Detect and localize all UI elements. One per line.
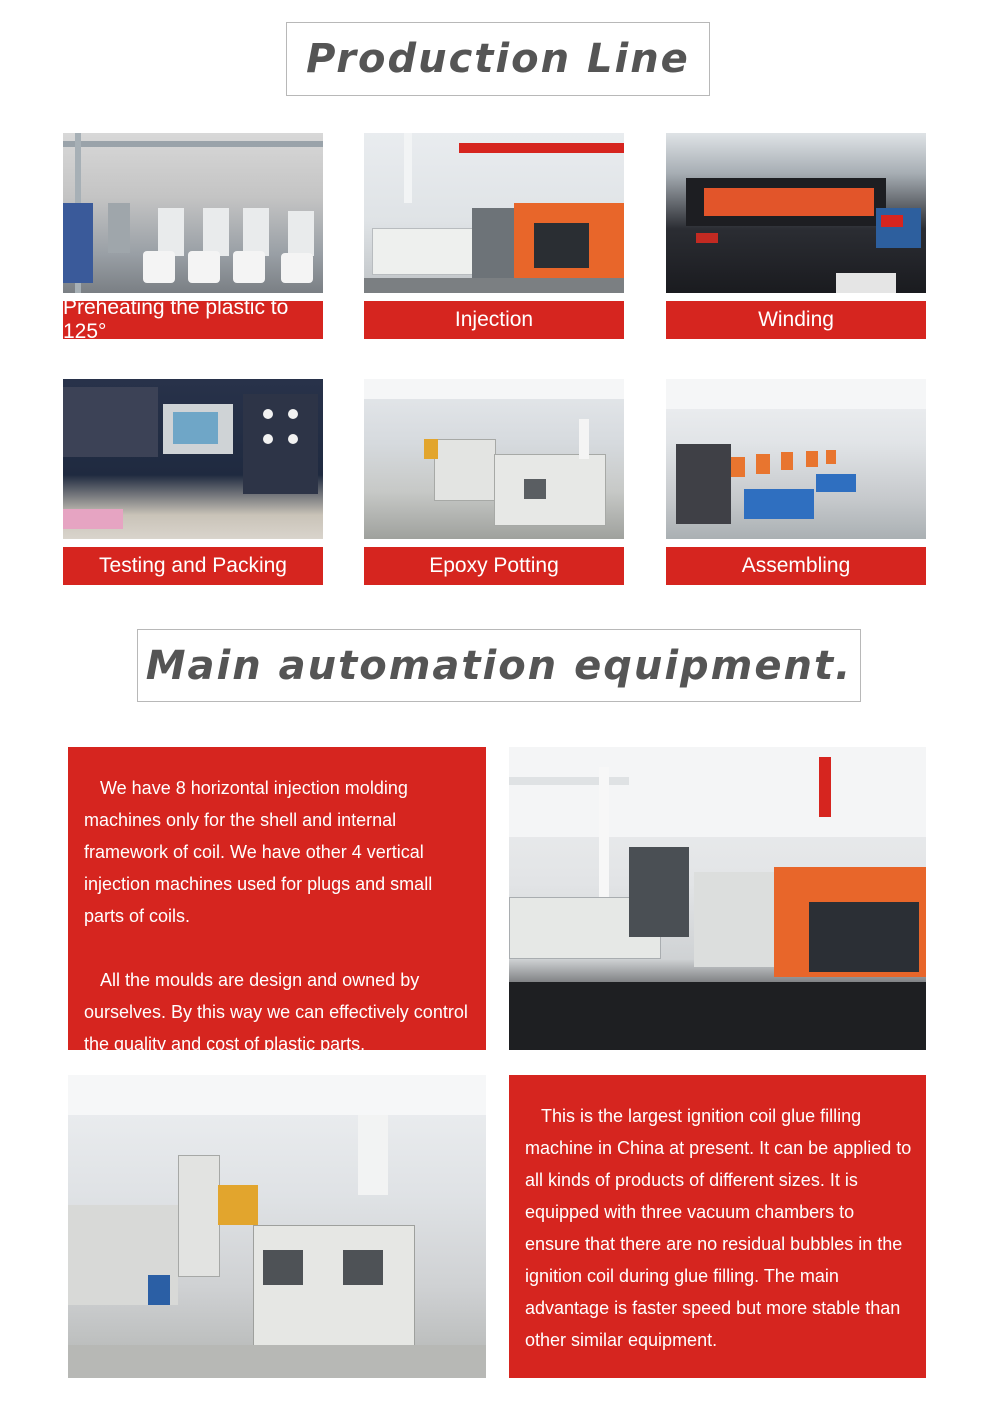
- injection-description-panel: [68, 747, 486, 1054]
- production-step-winding: [666, 133, 926, 339]
- testing-photo: [63, 379, 323, 539]
- assembling-caption: Assembling: [666, 547, 926, 585]
- production-line-title-box: [286, 22, 710, 96]
- injection-caption: Injection: [364, 301, 624, 339]
- production-step-injection: [364, 133, 624, 339]
- preheating-caption: Preheating the plastic to 125°: [63, 301, 323, 339]
- automation-title-box: [137, 629, 861, 702]
- injection-photo: [364, 133, 624, 293]
- glue-filling-paragraph: This is the largest ignition coil glue filling machine in China at present. It can be applied to all kinds of products of different sizes. It is equipped with three vacuum chambers to ensure that there are no residual bubbles in the ignition coil during glue filling. The main advantage is faster speed but more stable than other similar equipment.: [525, 1106, 912, 1350]
- production-line-title: Production Line: [306, 36, 690, 82]
- injection-paragraph-2: All the moulds are design and owned by ourselves. By this way we can effectively control the quality and cost of plastic parts.: [84, 970, 468, 1054]
- production-step-assembling: [666, 379, 926, 585]
- injection-machine-photo: [509, 747, 926, 1050]
- preheating-photo: [63, 133, 323, 293]
- epoxy-photo: [364, 379, 624, 539]
- winding-photo: [666, 133, 926, 293]
- automation-title: Main automation equipment.: [145, 642, 853, 689]
- glue-filling-description-panel: [509, 1075, 926, 1378]
- production-step-testing: [63, 379, 323, 585]
- winding-caption: Winding: [666, 301, 926, 339]
- production-step-epoxy: [364, 379, 624, 585]
- assembling-photo: [666, 379, 926, 539]
- glue-filling-machine-photo: [68, 1075, 486, 1378]
- epoxy-caption: Epoxy Potting: [364, 547, 624, 585]
- production-step-preheating: [63, 133, 323, 343]
- injection-paragraph-1: We have 8 horizontal injection molding machines only for the shell and internal framework of coil. We have other 4 vertical injection machines used for plugs and small parts of coils.: [84, 778, 433, 926]
- testing-caption: Testing and Packing: [63, 547, 323, 585]
